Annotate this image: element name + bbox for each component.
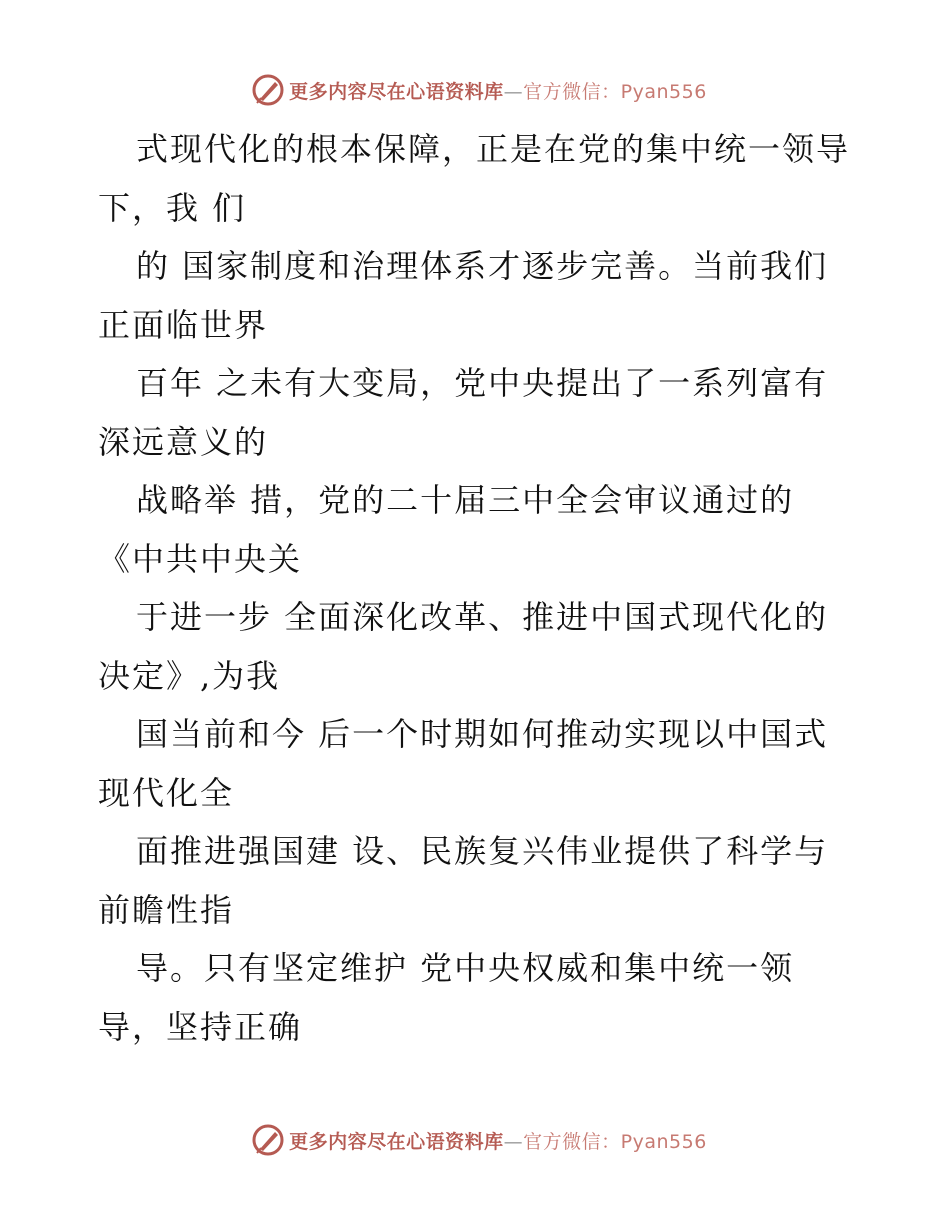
footer-banner-inner bbox=[251, 1123, 707, 1157]
quill-pen-icon bbox=[251, 73, 285, 107]
body-line: 前瞻性指 bbox=[98, 890, 235, 929]
body-line: 《中共中央关 bbox=[98, 539, 303, 578]
header-banner bbox=[0, 70, 950, 110]
body-line: 的 国家制度和治理体系才逐步完善。当前我们 bbox=[136, 247, 829, 285]
body-line: 百年 之未有大变局，党中央提出了一系列富有 bbox=[136, 364, 829, 402]
header-separator: — bbox=[503, 80, 524, 103]
body-line: 下，我 们 bbox=[98, 188, 247, 227]
footer-banner bbox=[0, 1120, 950, 1160]
header-contact-text: 官方微信：Pyan556 bbox=[523, 80, 707, 103]
document-body bbox=[98, 120, 878, 1056]
body-line: 导，坚持正确 bbox=[98, 1007, 303, 1046]
header-brand-text: 更多内容尽在心语资料库 bbox=[289, 80, 504, 103]
body-line: 正面临世界 bbox=[98, 305, 269, 344]
body-line: 导。只有坚定维护 党中央权威和集中统一领 bbox=[136, 949, 795, 987]
body-line: 决定》,为我 bbox=[98, 656, 281, 695]
body-line: 于进一步 全面深化改革、推进中国式现代化的 bbox=[136, 598, 829, 636]
header-banner-inner bbox=[251, 73, 707, 107]
footer-separator: — bbox=[503, 1130, 524, 1153]
footer-contact-text: 官方微信：Pyan556 bbox=[523, 1130, 707, 1153]
body-line: 面推进强国建 设、民族复兴伟业提供了科学与 bbox=[136, 832, 829, 870]
header-banner-text bbox=[289, 77, 707, 104]
footer-banner-text bbox=[289, 1127, 707, 1154]
body-line: 国当前和今 后一个时期如何推动实现以中国式 bbox=[136, 715, 829, 753]
body-line: 现代化全 bbox=[98, 773, 235, 812]
body-line: 式现代化的根本保障，正是在党的集中统一领导 bbox=[136, 130, 851, 168]
body-line: 深远意义的 bbox=[98, 422, 269, 461]
body-line: 战略举 措，党的二十届三中全会审议通过的 bbox=[136, 481, 795, 519]
quill-pen-icon bbox=[251, 1123, 285, 1157]
footer-brand-text: 更多内容尽在心语资料库 bbox=[289, 1130, 504, 1153]
